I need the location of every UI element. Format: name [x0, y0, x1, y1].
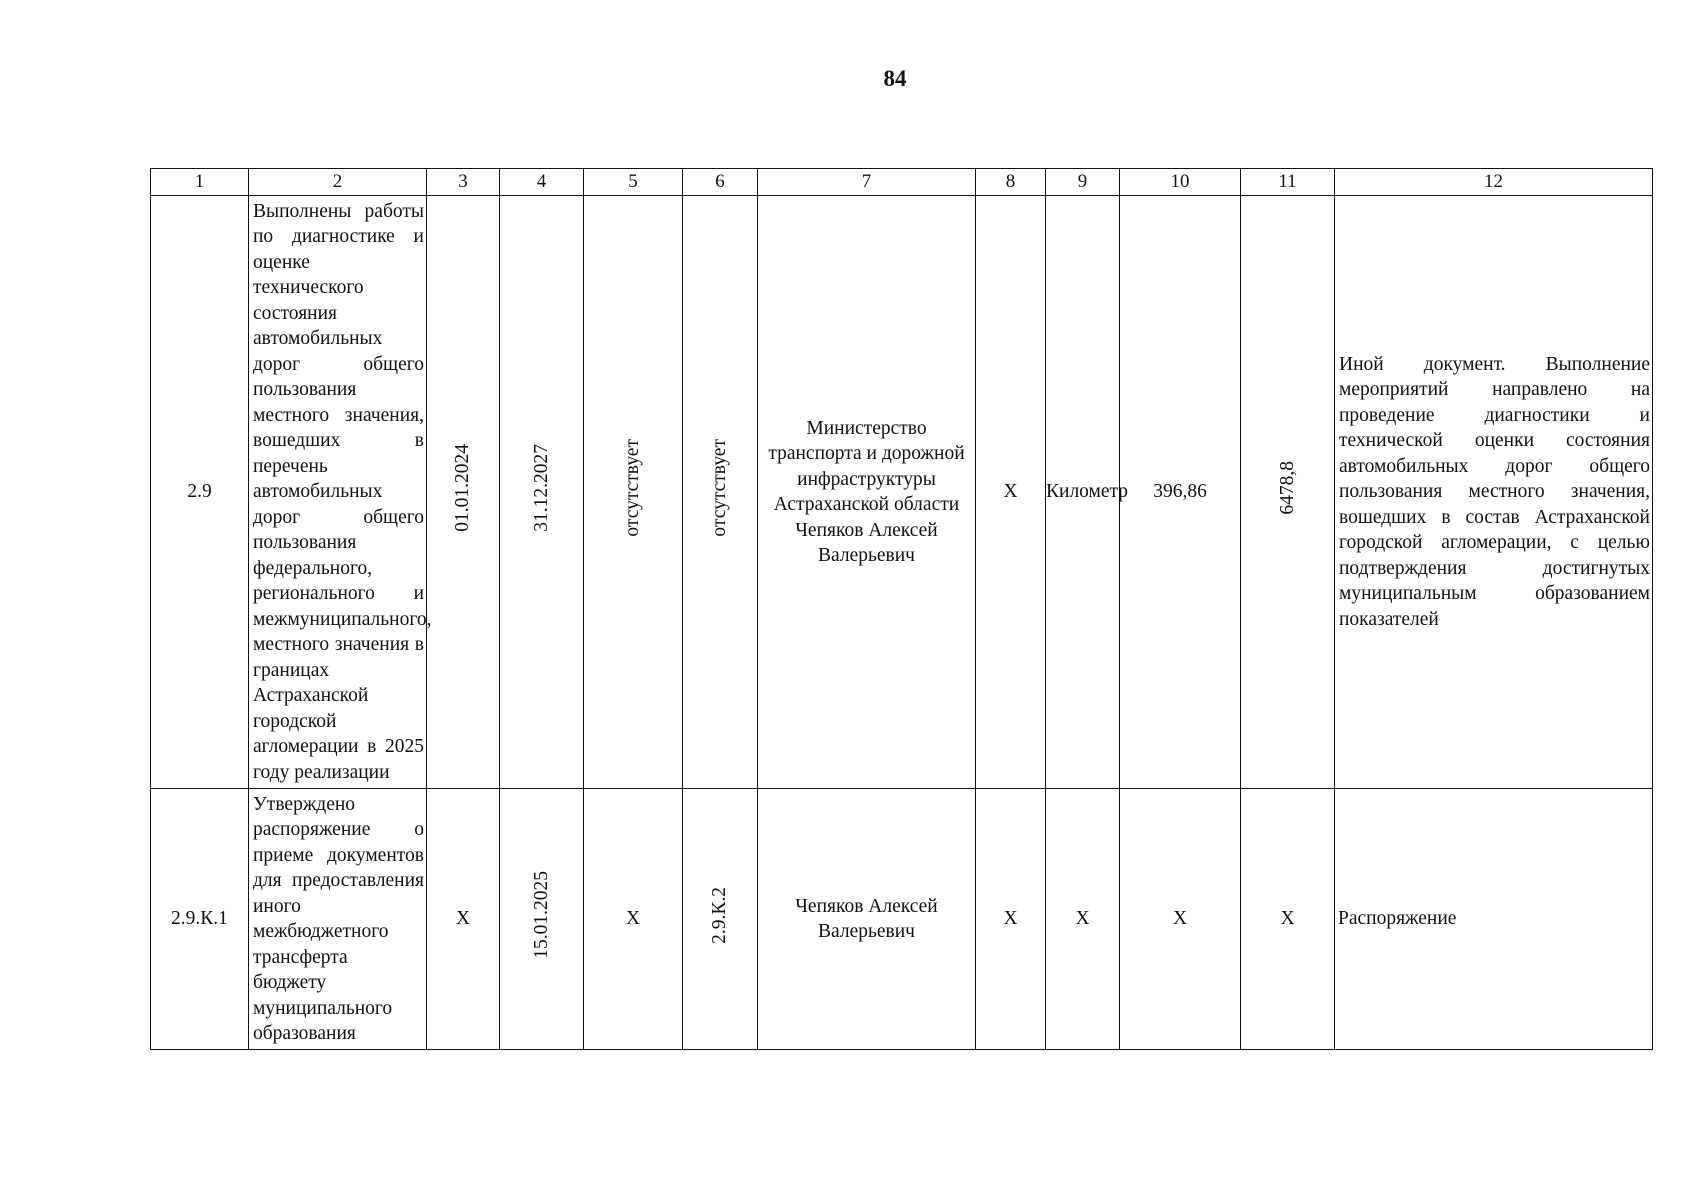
predecessor: X [584, 789, 683, 1050]
column-number: 4 [500, 169, 584, 196]
result-description: Выполнены работы по диагностике и оценке технического состояния автомобильных дорог общего пользования местного значения, вошедших в перечень автомобильных дорог общего пользования федерального, регионального и межмуниципального, местного значения в границах Астраханской городской агломерации в 2025 году реализации [249, 196, 427, 789]
column-number: 10 [1120, 169, 1241, 196]
column-number: 6 [683, 169, 758, 196]
indicator-value: 396,86 [1120, 196, 1241, 789]
page-number: 84 [883, 66, 907, 91]
column-number: 2 [249, 169, 427, 196]
start-date-cell [427, 196, 500, 789]
table-row [151, 196, 1653, 789]
item-number: 2.9.К.1 [151, 789, 249, 1050]
amount: 6478,8 [1276, 461, 1298, 516]
column-number: 7 [758, 169, 976, 196]
end-date-cell [500, 789, 584, 1050]
responsible-executor: Чепяков Алексей Валерьевич [758, 789, 976, 1050]
indicator-value: X [1120, 789, 1241, 1050]
column-number: 8 [976, 169, 1046, 196]
document-type: Распоряжение [1335, 789, 1653, 1050]
successor: отсутствует [709, 439, 731, 538]
start-date: X [427, 789, 500, 1050]
responsible-executor: Министерство транспорта и дорожной инфраструктуры Астраханской области Чепяков Алексей Валерьевич [758, 196, 976, 789]
amount: X [1241, 789, 1335, 1050]
cell-col-8: X [976, 196, 1046, 789]
unit-of-measure: Километр [1046, 196, 1120, 789]
unit-of-measure: X [1046, 789, 1120, 1050]
data-table [150, 168, 1653, 1050]
cell-col-8: X [976, 789, 1046, 1050]
document-type: Иной документ. Выполнение мероприятий направлено на проведение диагностики и технической оценки состояния автомобильных дорог общего пользования местного значения, вошедших в состав Астраханской городской агломерации, с целью подтверждения достигнутых муниципальным образованием показателей [1335, 196, 1653, 789]
result-description: Утверждено распоряжение о приеме документов для предоставления иного межбюджетного трансферта бюджету муниципального образования [249, 789, 427, 1050]
end-date: 15.01.2025 [530, 871, 552, 960]
column-number: 3 [427, 169, 500, 196]
column-number: 5 [584, 169, 683, 196]
end-date: 31.12.2027 [530, 444, 552, 533]
column-number: 11 [1241, 169, 1335, 196]
item-number: 2.9 [151, 196, 249, 789]
end-date-cell [500, 196, 584, 789]
column-number-row [151, 169, 1653, 196]
table-row [151, 789, 1653, 1050]
predecessor-cell [584, 196, 683, 789]
column-number: 12 [1335, 169, 1653, 196]
start-date: 01.01.2024 [452, 444, 474, 533]
column-number: 1 [151, 169, 249, 196]
successor-cell [683, 789, 758, 1050]
successor-cell [683, 196, 758, 789]
successor: 2.9.К.2 [709, 886, 731, 944]
predecessor: отсутствует [622, 439, 644, 538]
amount-cell [1241, 196, 1335, 789]
column-number: 9 [1046, 169, 1120, 196]
